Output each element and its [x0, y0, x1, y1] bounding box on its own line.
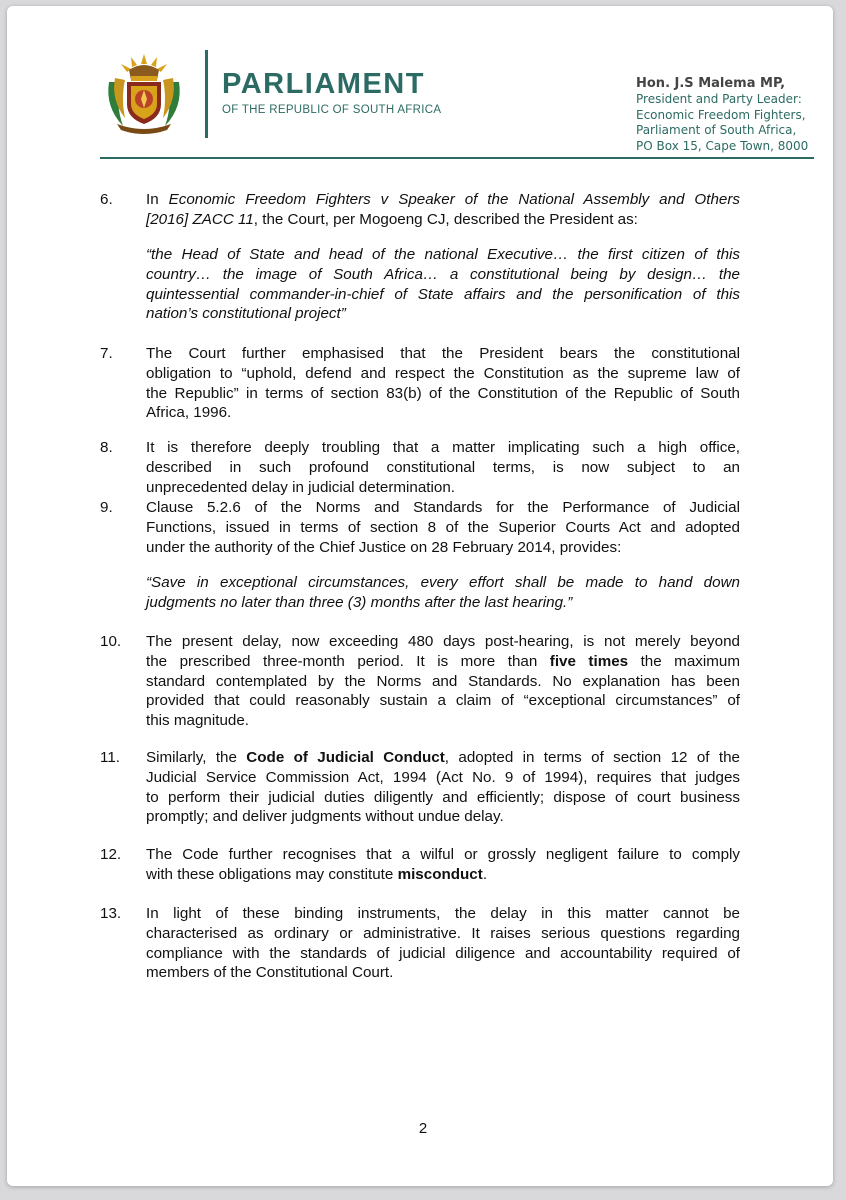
parliament-subtitle: OF THE REPUBLIC OF SOUTH AFRICA	[222, 104, 442, 116]
text: the prescribed three-month period. It is more than	[146, 652, 550, 670]
text-line: unprecedented delay in judicial determination.	[146, 478, 456, 496]
text-line: characterised as ordinary or administrative. It raises serious questions regarding	[146, 924, 740, 942]
text-line: The Court further emphasised that the President bears the constitutional	[146, 345, 740, 362]
text-line: to perform their judicial duties diligently and efficiently; dispose of court business	[146, 788, 740, 806]
text: Similarly, the	[146, 749, 247, 766]
parliament-title: PARLIAMENT	[222, 68, 425, 100]
sender-line: PO Box 15, Cape Town, 8000	[636, 139, 809, 154]
quote-line: judgments no later than three (3) months after the last hearing.”	[146, 593, 573, 611]
text-line: In light of these binding instruments, the delay in this matter cannot be	[146, 905, 740, 922]
text: In	[146, 191, 169, 208]
text: with these obligations may constitute	[146, 865, 398, 883]
quote-9	[146, 573, 740, 613]
quote-line: “Save in exceptional circumstances, every effort shall be made to hand down	[146, 574, 740, 591]
parliament-crest-logo	[101, 52, 187, 136]
text-line: It is therefore deeply troubling that a matter implicating such a high office,	[146, 439, 740, 456]
quote-line: “the Head of State and head of the national Executive… the first citizen of this	[146, 246, 740, 263]
text-line: The Code further recognises that a wilful or grossly negligent failure to comply	[146, 846, 740, 863]
paragraph-number: 13.	[100, 905, 122, 922]
quote-line: nation’s constitutional project”	[146, 305, 346, 323]
paragraph-number: 8.	[100, 439, 113, 456]
header-divider	[205, 50, 208, 138]
text-line: provided that could reasonably sustain a claim of “exceptional circumstances” of	[146, 692, 740, 710]
text: .	[482, 865, 488, 883]
case-name: Economic Freedom Fighters v Speaker of the National Assembly and Others	[168, 191, 740, 208]
paragraph-number: 9.	[100, 499, 113, 516]
sender-line: Parliament of South Africa,	[636, 123, 797, 138]
paragraph-number: 6.	[100, 191, 113, 208]
paragraph-number: 12.	[100, 846, 122, 863]
text-line: this magnitude.	[146, 712, 249, 730]
quote-line: country… the image of South Africa… a constitutional being by design… the	[146, 265, 740, 283]
text-line: members of the Constitutional Court.	[146, 964, 394, 982]
sender-line: Economic Freedom Fighters,	[636, 107, 806, 122]
text-line: promptly; and deliver judgments without undue delay.	[146, 808, 504, 826]
text-line: Judicial Service Commission Act, 1994 (Act No. 9 of 1994), requires that judges	[146, 768, 740, 786]
text-line: obligation to “uphold, defend and respect the Constitution as the supreme law of	[146, 364, 740, 382]
emphasis-code-of-conduct: Code of Judicial Conduct	[246, 749, 445, 766]
text-line: The present delay, now exceeding 480 days post-hearing, is not merely beyond	[146, 633, 740, 650]
text-line: standard contemplated by the Norms and Standards. No explanation has been	[146, 672, 740, 690]
case-citation: [2016] ZACC 11	[146, 210, 254, 228]
text: the maximum	[628, 652, 740, 670]
text-line: under the authority of the Chief Justice on 28 February 2014, provides:	[146, 538, 622, 556]
page-number: 2	[418, 1120, 428, 1137]
emphasis-misconduct: misconduct	[397, 865, 483, 883]
paragraph-number: 7.	[100, 345, 113, 362]
emphasis-five-times: five times	[549, 652, 629, 670]
text-line: described in such profound constitutional terms, is now subject to an	[146, 458, 740, 476]
text-line: Africa, 1996.	[146, 404, 232, 422]
text-line: the Republic” in terms of section 83(b) of the Constitution of the Republic of South	[146, 384, 740, 402]
sender-name: Hon. J.S Malema MP,	[636, 76, 786, 91]
quote-6	[146, 245, 740, 324]
text-line: Clause 5.2.6 of the Norms and Standards for the Performance of Judicial	[146, 499, 740, 516]
header-rule	[100, 157, 814, 159]
quote-line: quintessential commander-in-chief of State affairs and the personification of this	[146, 285, 740, 303]
paragraph-number: 10.	[100, 633, 122, 650]
text: , adopted in terms of section 12 of the	[444, 749, 740, 766]
sender-block	[636, 76, 826, 155]
paragraph-number: 11.	[100, 749, 120, 766]
text: , the Court, per Mogoeng CJ, described the President as:	[253, 210, 638, 228]
sender-line: President and Party Leader:	[636, 91, 802, 106]
text-line: Functions, issued in terms of section 8 of the Superior Courts Act and adopted	[146, 518, 740, 536]
text-line: compliance with the standards of judicial diligence and accountability required of	[146, 944, 740, 962]
